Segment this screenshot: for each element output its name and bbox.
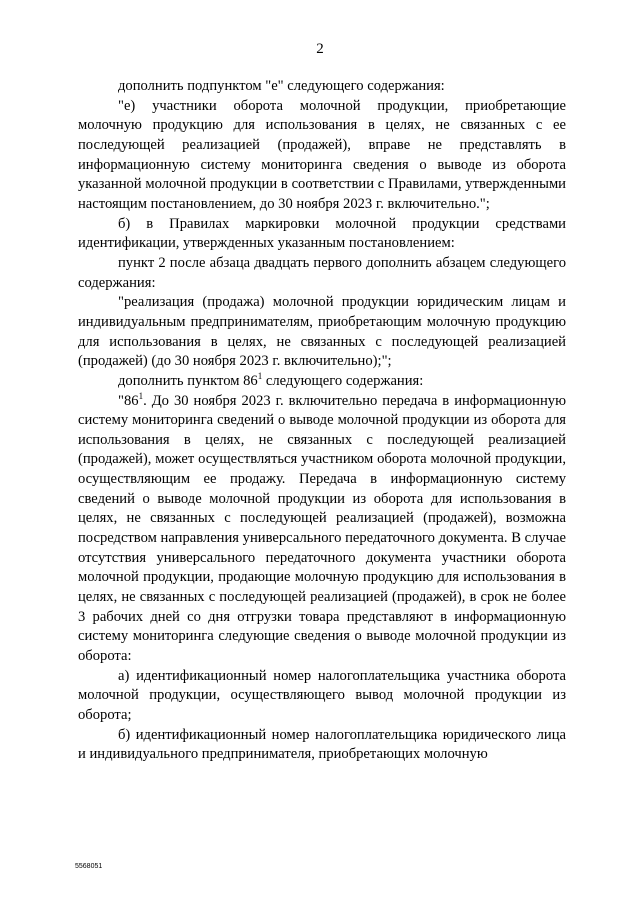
page-number: 2 xyxy=(316,41,324,57)
paragraph-subitem-e: "е) участники оборота молочной продукции, приобретающие молочную продукцию для использования в целях, не связанных с ее последующей реализацией (продажей), вправе не представлять в информационную систему мониторинга сведения о выводе из оборота указанной молочной продукции в соответствии с Правилами, утвержденными настоящим постановлением, до 30 ноября 2023 г. включительно."; xyxy=(78,97,566,212)
paragraph-item-b: б) в Правилах маркировки молочной продукции средствами идентификации, утвержденных указанным постановлением: xyxy=(78,215,566,252)
paragraph-sale-clause: "реализация (продажа) молочной продукции юридическим лицам и индивидуальным предпринимателям, приобретающим молочную продукцию для использования в целях, не связанных с последующей реализацией (продажей) (до 30 ноября 2023 г. включительно);"; xyxy=(78,294,566,370)
paragraph-add-point-86-1 xyxy=(78,372,566,392)
superscript-index: 1 xyxy=(257,370,263,381)
document-code: 5568051 xyxy=(75,863,103,870)
paragraph-subitem-b: б) идентификационный номер налогоплательщика юридического лица и индивидуального предпринимателя, приобретающих молочную xyxy=(78,726,566,763)
paragraph-subitem-a: а) идентификационный номер налогоплательщика участника оборота молочной продукции, осуществляющего вывод молочной продукции из оборота; xyxy=(78,667,566,723)
paragraph-point-2-amendment: пункт 2 после абзаца двадцать первого дополнить абзацем следующего содержания: xyxy=(78,254,566,291)
paragraph-point-86-1 xyxy=(78,392,566,667)
paragraph-add-subitem-e: дополнить подпунктом "е" следующего содержания: xyxy=(118,78,445,94)
superscript-index: 1 xyxy=(138,390,144,401)
document-body xyxy=(78,77,566,765)
point-86-1-body: . До 30 ноября 2023 г. включительно передача в информационную систему мониторинга сведений о выводе молочной продукции из оборота для использования в целях, не связанных с последующей реализацией (продажей), может осуществляться участником оборота молочной продукции, осуществляющим ее продажу. Передача в информационную систему сведений о выводе молочной продукции из оборота для использования в целях, не связанных с последующей реализацией (продажей), возможна посредством направления универсального передаточного документа. В случае отсутствия универсального передаточного документа участники оборота молочной продукции, продающие молочную продукцию для использования в целях, не связанных с последующей реализацией (продажей), в срок не более 3 рабочих дней со дня отгрузки товара представляют в информационную систему мониторинга следующие сведения о выводе молочной продукции из оборота: xyxy=(78,392,566,665)
point-number: "86 xyxy=(118,392,139,409)
paragraph-add-point-text: дополнить пунктом 86 xyxy=(118,372,258,389)
paragraph-add-point-text-end: следующего содержания: xyxy=(262,372,424,389)
